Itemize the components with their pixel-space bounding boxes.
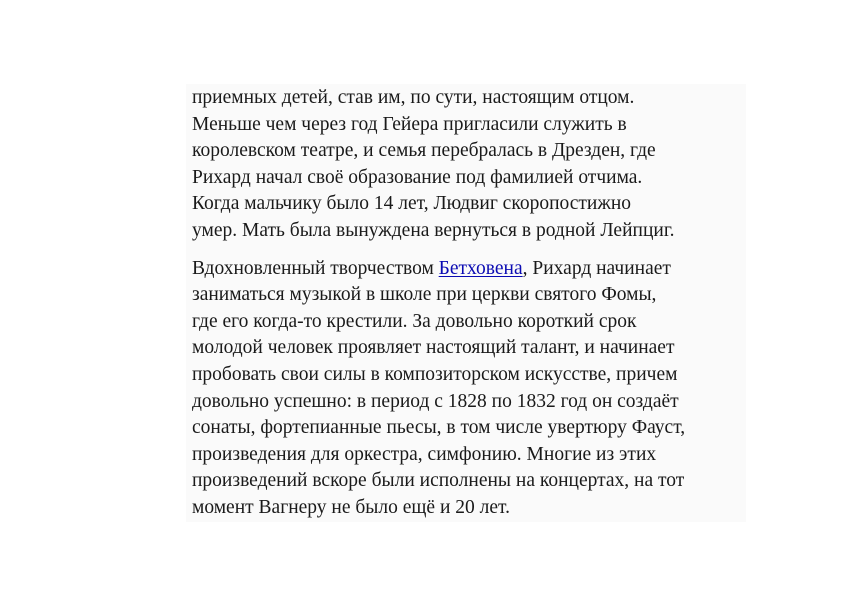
text-line-with-link [192,256,746,283]
text-line: приемных детей, став им, по сути, настоящим отцом. [192,87,635,108]
text-line: молодой человек проявляет настоящий талант, и начинает [192,337,675,359]
text-line: заниматься музыкой в школе при церкви святого Фомы, [192,284,657,306]
text-line: Рихард начал своё образование под фамилией отчима. [192,166,643,188]
text-line: Меньше чем через год Гейера пригласили служить в [192,113,627,135]
text-line: довольно успешно: в период с 1828 по 1832 год он создаёт [192,390,679,412]
text-line: где его когда-то крестили. За довольно короткий срок [192,310,637,332]
text-line: сонаты, фортепианные пьесы, в том числе увертюру Фауст, [192,417,686,439]
text-before-link: Вдохновленный творчеством [192,257,439,279]
text-line: произведения для оркестра, симфонию. Многие из этих [192,443,657,465]
text-line: умер. Мать была вынуждена вернуться в родной Лейпциг. [192,219,675,241]
paragraph-music-study [192,256,746,522]
text-after-link: , Рихард начинает [522,257,671,279]
text-line: королевском театре, и семья перебралась в Дрезден, где [192,140,656,162]
paragraph-childhood [192,84,746,245]
beethoven-link[interactable]: Бетховена [438,257,523,279]
document-text-block [186,84,746,522]
text-line: момент Вагнеру не было ещё и 20 лет. [192,496,510,518]
text-line: пробовать свои силы в композиторском искусстве, причем [192,363,678,385]
text-line: произведений вскоре были исполнены на концертах, на тот [192,470,685,492]
text-line: Когда мальчику было 14 лет, Людвиг скоропостижно [192,193,632,215]
